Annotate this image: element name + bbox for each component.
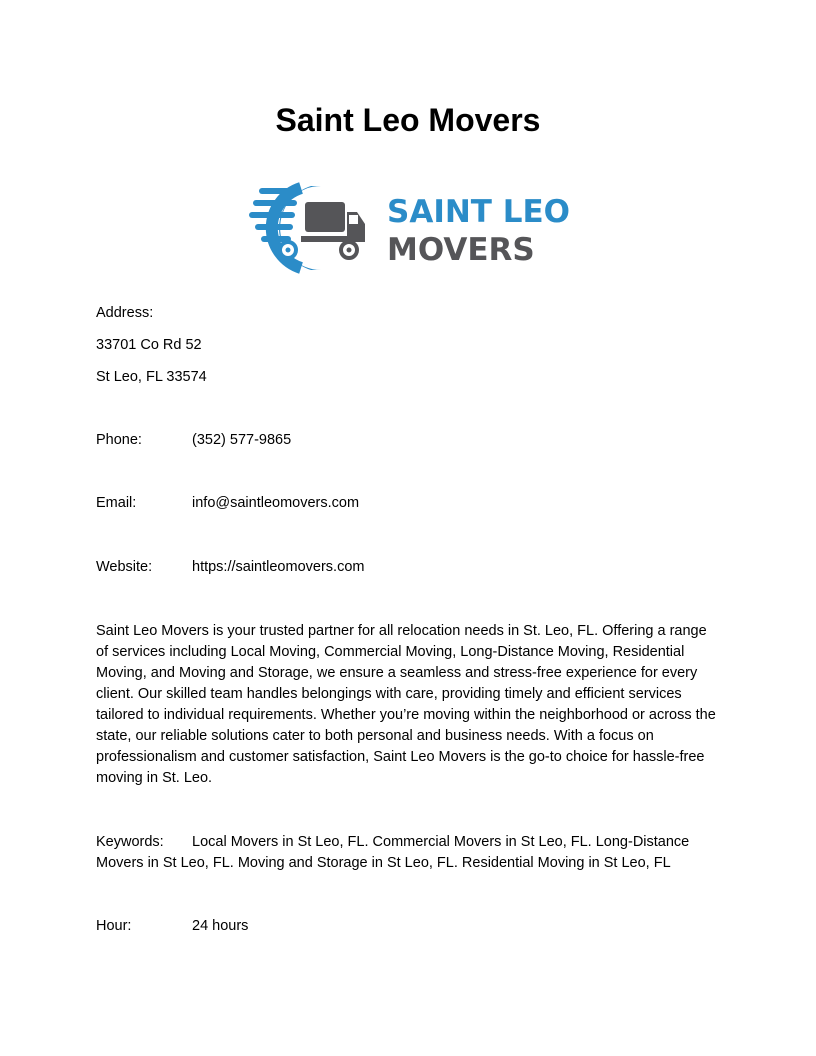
hours-value: 24 hours (192, 918, 249, 934)
address-street: 33701 Co Rd 52 (96, 337, 202, 353)
logo-text-line2: MOVERS (387, 232, 535, 268)
website-row (96, 557, 364, 577)
address-label: Address: (96, 305, 154, 321)
address-city: St Leo, FL 33574 (96, 369, 207, 385)
truck-icon (280, 202, 365, 258)
website-label: Website: (96, 559, 153, 575)
website-value: https://saintleomovers.com (192, 559, 365, 575)
email-label: Email: (96, 495, 137, 511)
description-paragraph: Saint Leo Movers is your trusted partner for all relocation needs in St. Leo, FL. Offering a range of services including Local Moving, Commercial Moving, Long-Distance Moving, Residential Moving, and Moving and Storage, we ensure a seamless and stress-free experience for every client. Our skilled team handles belongings with care, providing timely and efficient services tailored to individual requirements. Whether you’re moving within the neighborhood or across the state, our reliable solutions cater to both personal and business needs. With a focus on professionalism and customer satisfaction, Saint Leo Movers is the go-to choice for hassle-free moving in St. Leo. (96, 623, 716, 786)
keywords-row (96, 832, 720, 874)
hours-label: Hour: (96, 918, 132, 934)
phone-row (96, 430, 291, 450)
hours-row (96, 916, 248, 936)
page-title: Saint Leo Movers (275, 102, 541, 138)
email-row (96, 493, 359, 513)
keywords-label: Keywords: (96, 834, 164, 850)
keywords-value: Local Movers in St Leo, FL. Commercial Movers in St Leo, FL. Long-Distance Movers in St Leo, FL. Moving and Storage in St Leo, FL. Residential Moving in St Leo, FL (96, 834, 690, 871)
phone-label: Phone: (96, 432, 142, 448)
phone-value: (352) 577-9865 (192, 432, 292, 448)
company-logo (245, 178, 575, 278)
email-value: info@saintleomovers.com (192, 495, 360, 511)
logo-text-line1: SAINT LEO (387, 194, 571, 230)
